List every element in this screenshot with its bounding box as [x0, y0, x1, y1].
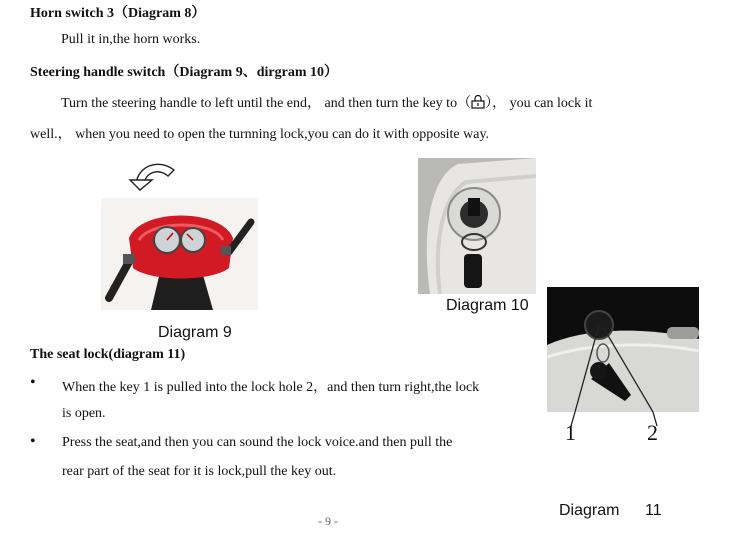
- page-number: - 9 -: [318, 514, 338, 528]
- diagram11-caption-number: 11: [645, 502, 662, 519]
- steering-switch-heading: Steering handle switch（Diagram 9、dirgram 10）: [30, 65, 338, 80]
- seat-lock-heading: The seat lock(diagram 11): [30, 347, 186, 362]
- diagram11-label-2: 2: [647, 420, 658, 445]
- steering-text-line1: [61, 92, 592, 114]
- rotate-left-arrow-icon: [128, 156, 180, 197]
- seat-bullet1-line2: is open.: [62, 406, 106, 421]
- horn-switch-text: Pull it in,the horn works.: [61, 32, 201, 47]
- diagram11-label-1: 1: [565, 420, 576, 445]
- diagram10-caption: Diagram 10: [446, 297, 529, 314]
- lock-symbol-icon: [471, 95, 485, 114]
- seat-bullet2-line1: Press the seat,and then you can sound the lock voice.and then pull the: [62, 435, 453, 450]
- diagram11-photo: [547, 287, 699, 412]
- bullet-marker: •: [30, 433, 36, 450]
- diagram11-caption-word: Diagram: [559, 502, 620, 519]
- diagram9-caption: Diagram 9: [158, 324, 232, 341]
- seat-bullet2-line2: rear part of the seat for it is lock,pull the key out.: [62, 464, 337, 479]
- horn-switch-heading: Horn switch 3（Diagram 8）: [30, 6, 206, 21]
- bullet-marker: •: [30, 374, 36, 391]
- steering-text-line2: well.， when you need to open the turnning lock,you can do it with opposite way.: [30, 127, 490, 142]
- diagram9-photo: [101, 198, 258, 310]
- steering-text-before: Turn the steering handle to left until the end， and then turn the key to（: [61, 96, 472, 111]
- seat-bullet1-line1: When the key 1 is pulled into the lock hole 2，and then turn right,the lock: [62, 380, 480, 395]
- steering-text-after: ）， you can lock it: [485, 96, 593, 111]
- diagram10-photo: [418, 158, 536, 294]
